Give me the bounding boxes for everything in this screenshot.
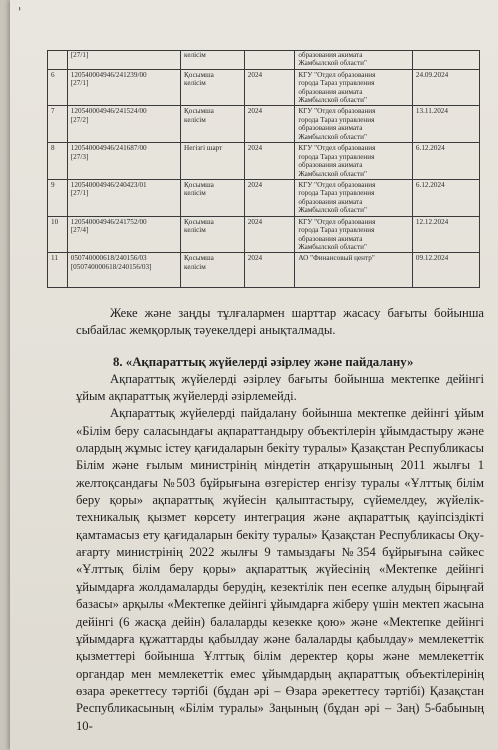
customer-line: Жамбылской области" <box>298 59 367 68</box>
cell-contract-type <box>181 143 245 180</box>
cell-contract-number-line: [27/1] <box>70 79 89 88</box>
cell-customer <box>295 143 413 180</box>
paragraph-corruption-risks: Жеке және заңды тұлғалармен шарттар жасасу бағыты бойынша сыбайлас жемқорлық тәуекелдері анықталмады. <box>76 306 484 338</box>
cell-contract-number-line: 120540004946/240423/01 <box>70 181 147 190</box>
cell-customer <box>295 51 413 70</box>
cell-customer-line: КГУ "Отдел образования <box>298 70 376 79</box>
cell-customer <box>295 180 413 217</box>
cell-contract-number <box>67 216 180 253</box>
cell-contract-type <box>181 106 245 143</box>
table-row <box>48 180 480 217</box>
table-row <box>48 69 480 106</box>
cell-customer-line: Жамбылской области" <box>298 206 367 215</box>
cell-contract-type-line: Қосымша <box>184 217 214 226</box>
cell-customer <box>295 216 413 253</box>
cell-year: 2024 <box>244 69 295 106</box>
cell-customer-line: КГУ "Отдел образования <box>298 181 376 190</box>
cell-year: 2024 <box>244 106 295 143</box>
cell-customer <box>295 106 413 143</box>
contracts-table-body <box>48 51 480 288</box>
cell-date: 09.12.2024 <box>412 253 479 288</box>
cell-customer-line: КГУ "Отдел образования <box>298 107 376 116</box>
cell-contract-number-line: 120540004946/241752/00 <box>70 217 147 226</box>
cell-contract-type-line: келісім <box>184 115 206 124</box>
cell-contract-number-line: [27/3] <box>70 152 89 161</box>
cell-customer-line: образования акимата <box>298 197 363 206</box>
cell-year <box>244 51 295 70</box>
cell-customer-line: города Тараз управления <box>298 115 375 124</box>
cell-contract-type <box>181 216 245 253</box>
cell-customer <box>295 253 413 288</box>
cell-customer-line: города Тараз управления <box>298 152 375 161</box>
cell-contract-type <box>181 180 245 217</box>
cell-contract-number <box>67 69 180 106</box>
cell-contract-number <box>67 106 180 143</box>
cell-no: 9 <box>48 180 68 217</box>
cell-no: 10 <box>48 216 68 253</box>
cell-no: 6 <box>48 69 68 106</box>
cell-no <box>48 51 68 70</box>
cell-contract-type-line: Қосымша <box>184 181 214 190</box>
cell-contract-type <box>181 253 245 288</box>
cell-contract-number <box>67 180 180 217</box>
cell-customer-line: АО "Финансовый центр" <box>298 254 375 263</box>
paragraph-usage: Ақпараттық жүйелерді пайдалану бойынша мектепке дейінгі ұйым «Білім беру саласындағы ақпараттандыру объектілерін ұйымдастыру және олардың жұмыс істеу қағидаларын бекіту туралы» Қазақстан Республикасы Білім және ғылым министрінің міндетін атқарушының 2011 жылғы 1 желтоқсандағы №503 бұйрығына өзгерістер енгізу туралы «Ұлттық білім беру қоры» ақпараттық жүйесін қалыптастыру, сүйемелдеу, жүйелік-техникалық қызмет көрсету интеграция және ақпараттық қауіпсіздікті қамтамасыз ету қағидаларын бекіту туралы» Қазақстан Республикасы Оқу-ағарту министрінің 2022 жылғы 9 тамыздағы №354 бұйрығына сәйкес «Ұлттық білім беру қоры» ақпараттық жүйесінің «Мектепке дейінгі ұйымдарға жолдамаларды берудің, кезектілік пен есепке алудың бірыңғай базасы» арқылы «Мектепке дейінгі ұйымдарға жіберу үшін мектеп жасына дейінгі (6 жасқа дейін) балаларды кезекке қою» және «Мектепке дейінгі ұйымдарға құжаттарды қабылдау және балаларды қабылдау» мемлекеттік қызметтері бойынша Ұлттық білім деректер қоры және мемлекеттік органдар мен мемлекеттік емес ұйымдардың ақпараттық объектілерінің өзара әрекеттесу тәртібі (бұдан әрі – Өзара әрекеттесу тәртібі) Қазақстан Республикасының «Білім туралы» Заңының (бұдан әрі – Заң) 5-бабының 10- <box>76 406 484 733</box>
document-page <box>10 0 498 750</box>
cell-contract-type <box>181 69 245 106</box>
cell-year: 2024 <box>244 180 295 217</box>
cell-customer-line: образования акимата <box>298 124 363 133</box>
document-body-text <box>76 305 484 735</box>
cell-customer-line: Жамбылской области" <box>298 132 367 141</box>
cell-contract-number-line: [27/2] <box>70 115 89 124</box>
cell-date: 12.12.2024 <box>412 216 479 253</box>
cell-year: 2024 <box>244 143 295 180</box>
table-row-continued <box>48 51 480 70</box>
cell-contract-number-line: 120540004946/241239/00 <box>70 70 147 79</box>
cell-contract-number-line: 120540004946/241687/00 <box>70 144 147 153</box>
cell-customer <box>295 69 413 106</box>
cell-customer-line: КГУ "Отдел образования <box>298 217 376 226</box>
cell-contract-type: келісім <box>181 51 245 70</box>
cell-contract-number-line: [27/4] <box>70 226 89 235</box>
cell-customer-line: образования акимата <box>298 87 363 96</box>
contracts-table <box>47 50 480 288</box>
cell-no: 8 <box>48 143 68 180</box>
cell-customer-line: Жамбылской области" <box>298 96 367 105</box>
cell-contract-type-line: Негізгі шарт <box>184 144 223 153</box>
cell-year: 2024 <box>244 253 295 288</box>
cell-customer-line: образования акимата <box>298 234 363 243</box>
table-row <box>48 106 480 143</box>
cell-contract-type-line: Қосымша <box>184 70 214 79</box>
cell-customer-line: КГУ "Отдел образования <box>298 144 376 153</box>
cell-contract-number-line: 050740000618/240156/03 <box>70 254 147 263</box>
cell-date <box>412 51 479 70</box>
customer-line: образования акимата <box>298 51 363 59</box>
cell-contract-type-line: келісім <box>184 189 206 198</box>
cell-date: 24.09.2024 <box>412 69 479 106</box>
cell-date: 13.11.2024 <box>412 106 479 143</box>
cell-date: 6.12.2024 <box>412 180 479 217</box>
table-row <box>48 143 480 180</box>
cell-contract-type-line: Қосымша <box>184 254 214 263</box>
paragraph-development: Ақпараттық жүйелерді әзірлеу бағыты бойынша мектепке дейінгі ұйым ақпараттық жүйелерді әзірлемейді. <box>76 371 484 404</box>
cell-contract-type-line: келісім <box>184 262 206 271</box>
cell-contract-number-line: [050740000618/240156/03] <box>70 262 152 271</box>
section-heading: 8. «Ақпараттық жүйелерді әзірлеу және пайдалану» <box>113 354 414 369</box>
cell-no: 7 <box>48 106 68 143</box>
cell-contract-number <box>67 143 180 180</box>
cell-date: 6.12.2024 <box>412 143 479 180</box>
cell-no: 11 <box>48 253 68 288</box>
cell-customer-line: города Тараз управления <box>298 79 375 88</box>
table-row <box>48 216 480 253</box>
cell-customer-line: города Тараз управления <box>298 189 375 198</box>
cell-year: 2024 <box>244 216 295 253</box>
cell-contract-number-line: [27/1] <box>70 189 89 198</box>
cell-customer-line: Жамбылской области" <box>298 242 367 251</box>
cell-contract-number: [27/1] <box>67 51 180 70</box>
cell-customer-line: образования акимата <box>298 161 363 170</box>
cell-contract-number <box>67 253 180 288</box>
cell-customer-line: Жамбылской области" <box>298 169 367 178</box>
table-row <box>48 253 480 288</box>
cell-customer-line: города Тараз управления <box>298 226 375 235</box>
page-corner-mark: ' <box>18 5 22 19</box>
cell-contract-type-line: келісім <box>184 79 206 88</box>
cell-contract-number-line: 120540004946/241524/00 <box>70 107 147 116</box>
cell-contract-type-line: Қосымша <box>184 107 214 116</box>
cell-contract-type-line: келісім <box>184 226 206 235</box>
